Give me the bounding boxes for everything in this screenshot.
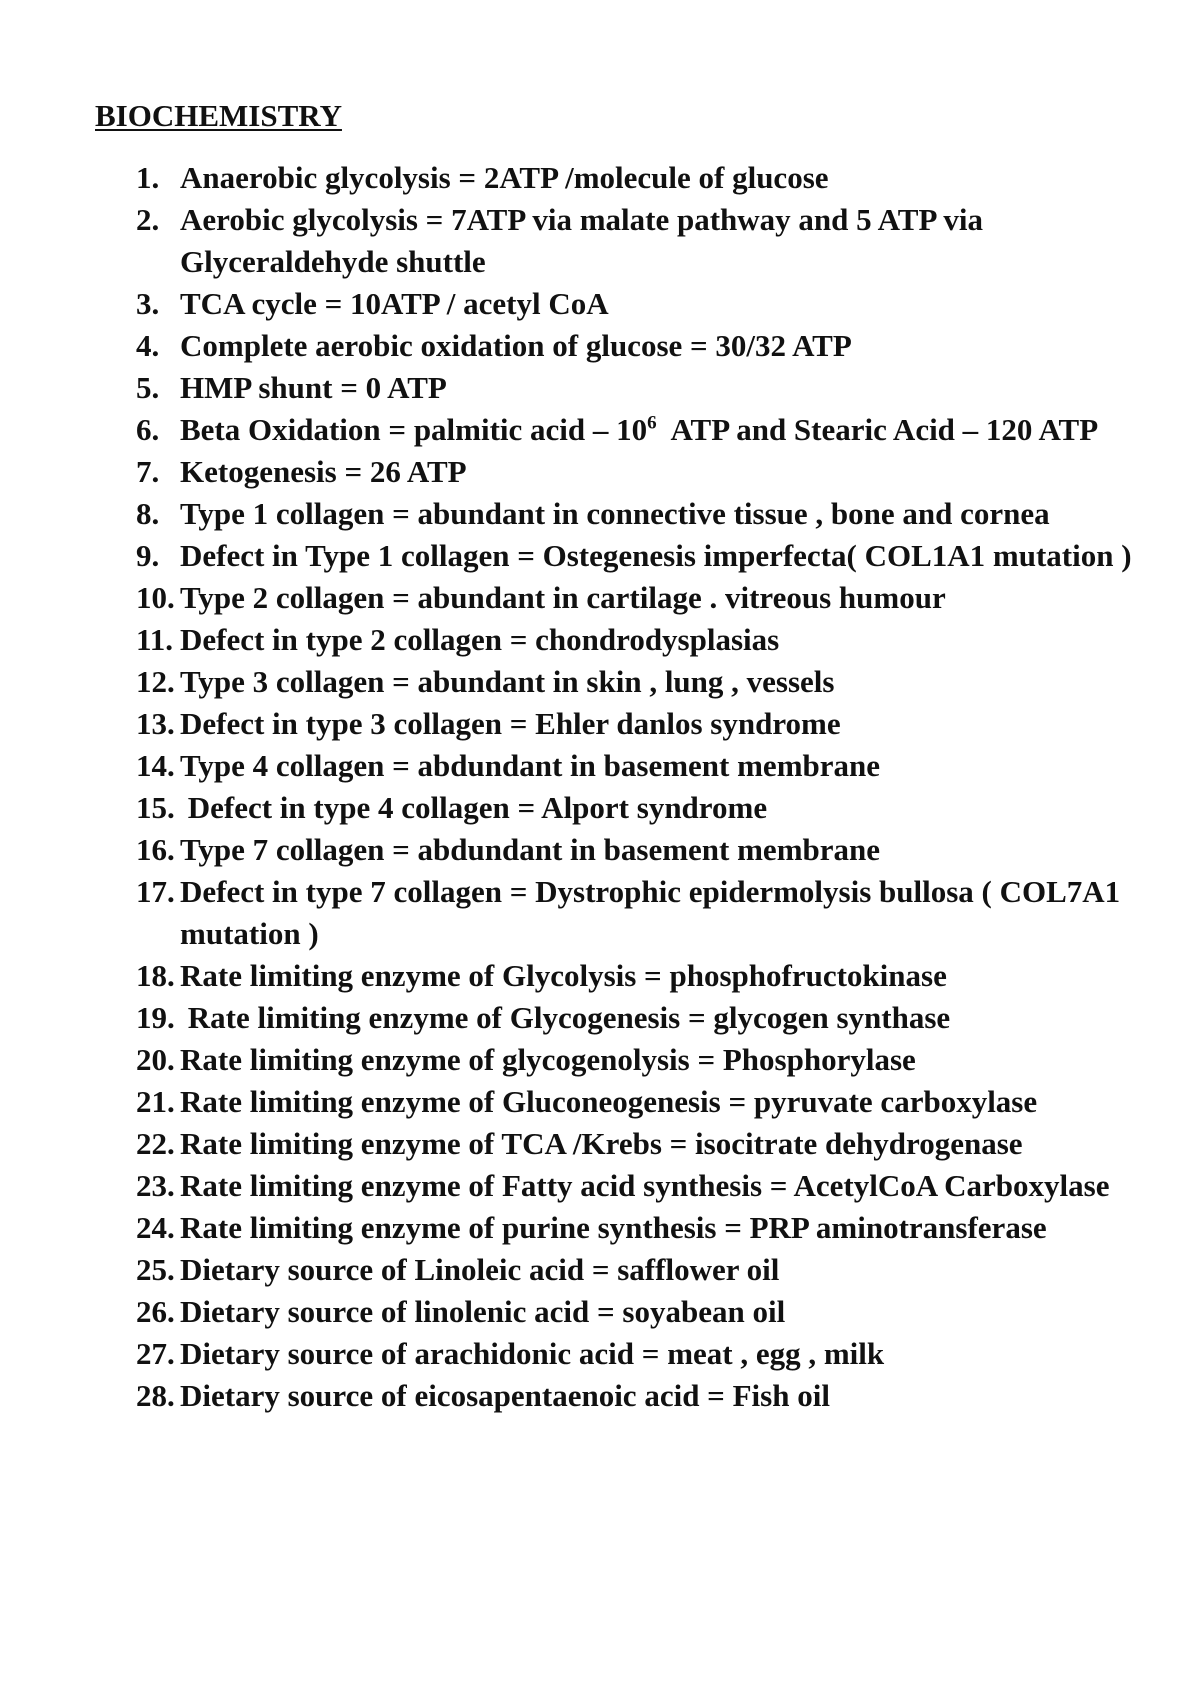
item-text: Rate limiting enzyme of Gluconeogenesis = pyruvate carboxylase [180,1084,1038,1119]
item-text [180,409,1146,451]
list-item [136,871,1146,955]
list-item [136,493,1146,535]
item-number: 26. [136,1294,175,1329]
item-text: Rate limiting enzyme of Fatty acid synthesis = AcetylCoA Carboxylase [180,1168,1110,1203]
item-number: 15. [136,790,175,825]
list-item [136,1165,1146,1207]
item-number: 24. [136,1210,175,1245]
list-item [136,451,1146,493]
list-item [136,619,1146,661]
list-item [136,745,1146,787]
item-text: Aerobic glycolysis = 7ATP via malate pathway and 5 ATP via Glyceraldehyde shuttle [180,202,984,279]
item-text: Rate limiting enzyme of glycogenolysis = Phosphorylase [180,1042,916,1077]
list-item [136,1123,1146,1165]
list-item [136,1207,1146,1249]
item-text-after: ATP and Stearic Acid – 120 ATP [656,412,1099,447]
list-item [136,157,1146,199]
list-item [136,1375,1146,1417]
item-text: Type 4 collagen = abdundant in basement membrane [180,748,881,783]
item-text: Type 1 collagen = abundant in connective tissue , bone and cornea [180,496,1050,531]
item-number: 10. [136,580,175,615]
list-item [136,1291,1146,1333]
item-text: Rate limiting enzyme of Glycogenesis = glycogen synthase [180,1000,951,1035]
item-number: 20. [136,1042,175,1077]
item-text: Type 2 collagen = abundant in cartilage . vitreous humour [180,580,946,615]
item-text: Complete aerobic oxidation of glucose = 30/32 ATP [180,328,852,363]
item-text: Rate limiting enzyme of TCA /Krebs = isocitrate dehydrogenase [180,1126,1023,1161]
list-item [136,1081,1146,1123]
item-text: Rate limiting enzyme of purine synthesis = PRP aminotransferase [180,1210,1047,1245]
item-number: 19. [136,1000,175,1035]
item-text: Dietary source of linolenic acid = soyabean oil [180,1294,786,1329]
item-number: 8. [136,496,160,531]
list-item [136,1249,1146,1291]
page-title: BIOCHEMISTRY [95,98,342,133]
item-text: Defect in type 4 collagen = Alport syndrome [180,790,768,825]
item-number: 18. [136,958,175,993]
item-number: 4. [136,328,160,363]
item-text: Defect in type 7 collagen = Dystrophic epidermolysis bullosa ( COL7A1 mutation ) [180,874,1121,951]
list-item [136,703,1146,745]
item-number: 5. [136,370,160,405]
item-number: 11. [136,622,174,657]
list-item [136,577,1146,619]
list-item [136,1039,1146,1081]
item-number: 16. [136,832,175,867]
list-item [136,409,1146,451]
item-text: Defect in type 3 collagen = Ehler danlos syndrome [180,706,841,741]
item-number: 17. [136,874,175,909]
list-item [136,1333,1146,1375]
item-number: 23. [136,1168,175,1203]
item-number: 21. [136,1084,175,1119]
item-number: 28. [136,1378,175,1413]
list-item [136,535,1146,577]
list-item [136,325,1146,367]
fact-list [136,157,1146,1417]
item-number: 9. [136,538,160,573]
item-text: Dietary source of arachidonic acid = meat , egg , milk [180,1336,885,1371]
item-number: 25. [136,1252,175,1287]
item-number: 13. [136,706,175,741]
superscript-exponent: 6 [647,412,657,434]
list-item [136,367,1146,409]
item-text: Anaerobic glycolysis = 2ATP /molecule of glucose [180,160,829,195]
item-text: Ketogenesis = 26 ATP [180,454,467,489]
item-number: 1. [136,160,160,195]
list-item [136,997,1146,1039]
item-number: 2. [136,202,160,237]
list-item [136,787,1146,829]
list-item [136,955,1146,997]
item-number: 22. [136,1126,175,1161]
item-number: 27. [136,1336,175,1371]
item-text: Type 7 collagen = abdundant in basement membrane [180,832,881,867]
item-number: 3. [136,286,160,321]
item-text: Dietary source of eicosapentaenoic acid = Fish oil [180,1378,830,1413]
list-item [136,829,1146,871]
item-text: HMP shunt = 0 ATP [180,370,447,405]
item-text: Defect in type 2 collagen = chondrodysplasias [180,622,780,657]
item-text: Dietary source of Linoleic acid = safflower oil [180,1252,780,1287]
item-text: Rate limiting enzyme of Glycolysis = phosphofructokinase [180,958,947,993]
item-text: Type 3 collagen = abundant in skin , lung , vessels [180,664,835,699]
item-text-before: Beta Oxidation = palmitic acid – 10 [180,412,648,447]
list-item [136,199,1146,283]
item-text: TCA cycle = 10ATP / acetyl CoA [180,286,609,321]
item-text: Defect in Type 1 collagen = Ostegenesis imperfecta( COL1A1 mutation ) [180,538,1132,573]
item-number: 14. [136,748,175,783]
list-item [136,283,1146,325]
item-number: 7. [136,454,160,489]
list-item [136,661,1146,703]
item-number: 6. [136,412,160,447]
item-number: 12. [136,664,175,699]
